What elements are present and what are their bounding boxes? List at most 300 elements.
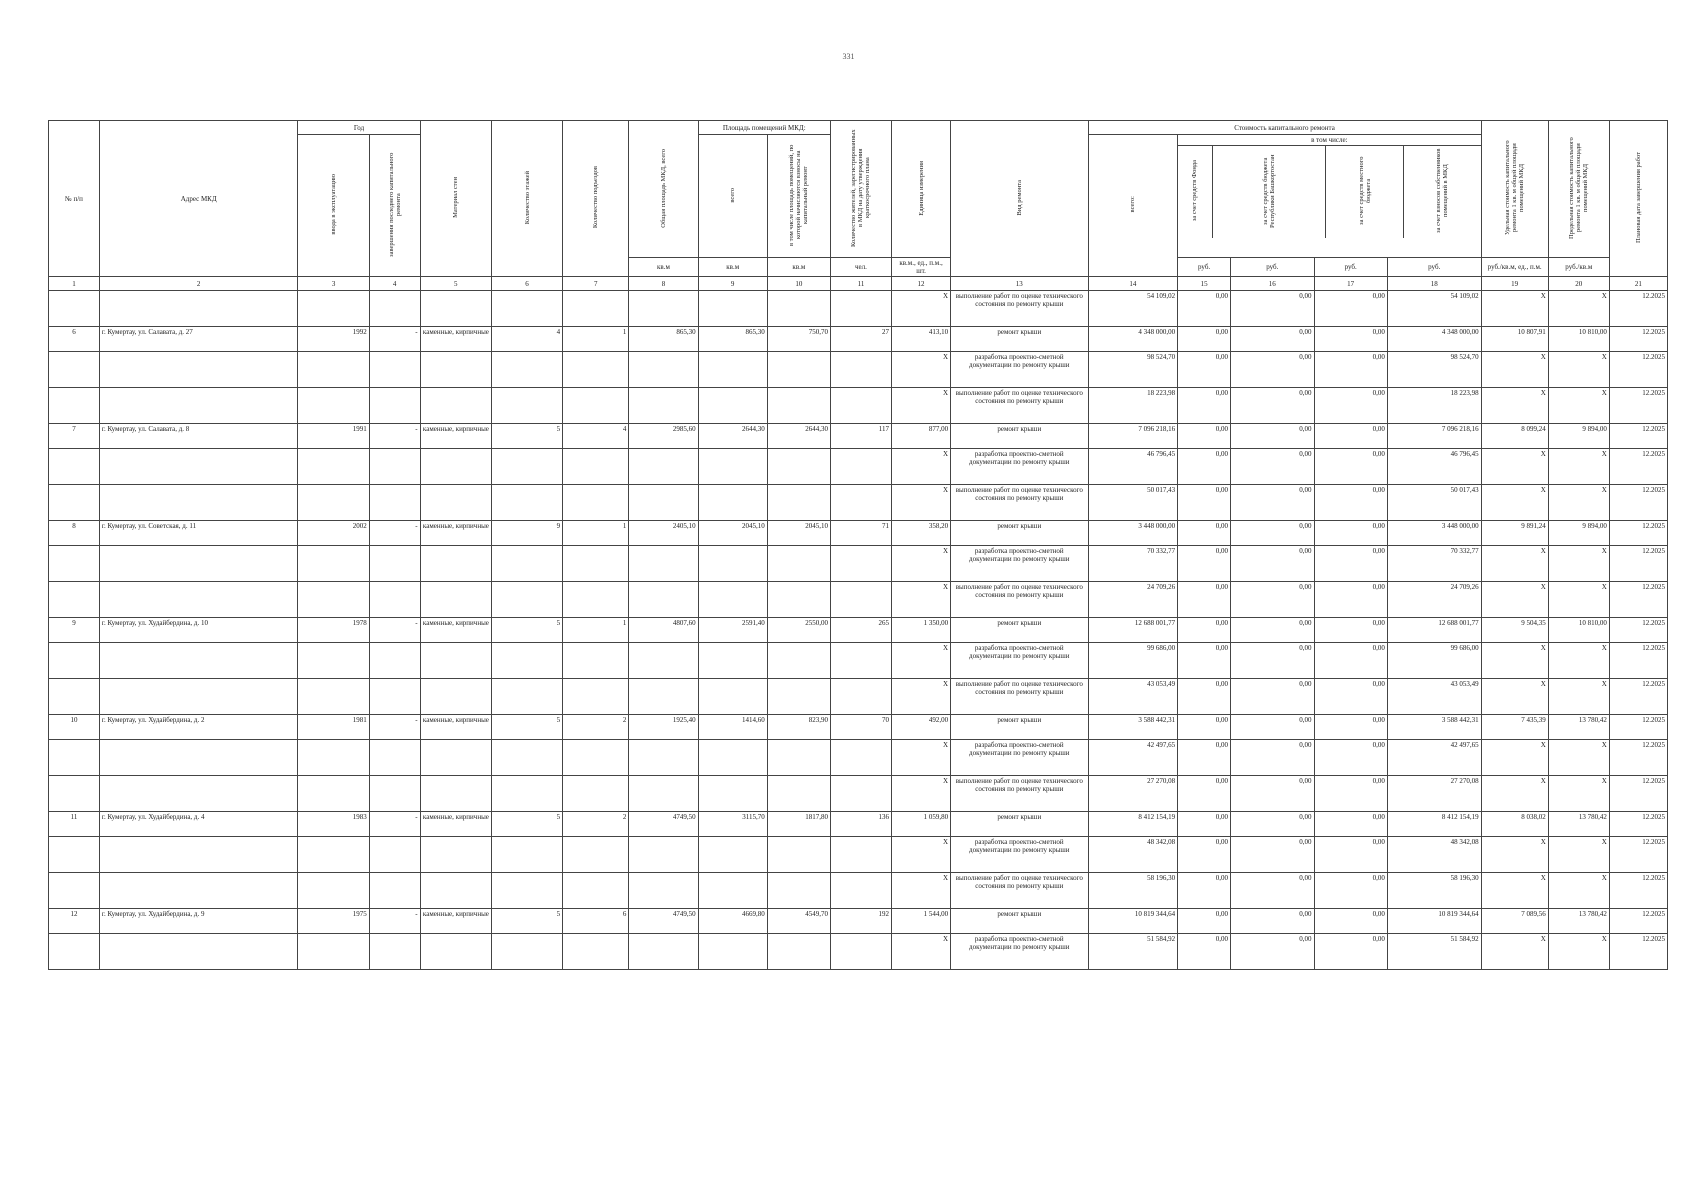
cell-mat bbox=[420, 934, 491, 970]
cell-type: разработка проектно-сметной документации по ремонту крыши bbox=[951, 740, 1088, 776]
cell-res bbox=[830, 388, 891, 424]
cell-addr bbox=[99, 352, 298, 388]
cell-total: 43 053,49 bbox=[1088, 679, 1178, 715]
header-total-area-text: Общая площадь МКД, всего bbox=[659, 148, 667, 228]
cell-addr bbox=[99, 837, 298, 873]
cell-pr bbox=[767, 449, 830, 485]
cell-date: 12.2025 bbox=[1609, 740, 1667, 776]
cell-fund: 0,00 bbox=[1178, 679, 1231, 715]
cell-own: 51 584,92 bbox=[1387, 934, 1481, 970]
cell-pt bbox=[698, 643, 767, 679]
cell-unit: 492,00 bbox=[892, 715, 951, 740]
cell-yb bbox=[298, 546, 369, 582]
cell-total: 8 412 154,19 bbox=[1088, 812, 1178, 837]
cell-mat bbox=[420, 740, 491, 776]
header-premises-total-text: всего bbox=[729, 187, 737, 203]
table-row bbox=[49, 812, 1668, 837]
cell-mat: каменные, кирпичные bbox=[420, 715, 491, 740]
cell-rep: 0,00 bbox=[1231, 873, 1314, 909]
cell-own: 4 348 000,00 bbox=[1387, 327, 1481, 352]
cell-res: 136 bbox=[830, 812, 891, 837]
cell-type: ремонт крыши bbox=[951, 618, 1088, 643]
cell-fund: 0,00 bbox=[1178, 388, 1231, 424]
cell-type: выполнение работ по оценке технического состояния по ремонту крыши bbox=[951, 582, 1088, 618]
cell-ent bbox=[563, 291, 629, 327]
cell-uc: 7 435,39 bbox=[1481, 715, 1548, 740]
cell-fl: 5 bbox=[491, 909, 562, 934]
cell-ent bbox=[563, 740, 629, 776]
cell-own: 3 588 442,31 bbox=[1387, 715, 1481, 740]
cell-num: 6 bbox=[49, 327, 100, 352]
cell-yb bbox=[298, 679, 369, 715]
cell-num: 11 bbox=[49, 812, 100, 837]
cell-unit: X bbox=[892, 873, 951, 909]
cell-num: 12 bbox=[49, 909, 100, 934]
header-premises-group: Площадь помещений МКД: bbox=[698, 121, 830, 135]
cell-unit: X bbox=[892, 449, 951, 485]
cell-pt bbox=[698, 740, 767, 776]
cell-ta bbox=[629, 837, 698, 873]
cell-rep: 0,00 bbox=[1231, 546, 1314, 582]
cell-ent bbox=[563, 837, 629, 873]
column-number: 11 bbox=[830, 277, 891, 291]
cell-mc: 13 780,42 bbox=[1548, 812, 1609, 837]
cell-rep: 0,00 bbox=[1231, 327, 1314, 352]
cell-ent bbox=[563, 934, 629, 970]
cell-ta bbox=[629, 679, 698, 715]
cell-ta bbox=[629, 934, 698, 970]
cell-fl bbox=[491, 837, 562, 873]
cell-mat: каменные, кирпичные bbox=[420, 424, 491, 449]
column-number: 18 bbox=[1387, 277, 1481, 291]
cell-fl bbox=[491, 485, 562, 521]
table-row bbox=[49, 618, 1668, 643]
cell-mc: X bbox=[1548, 679, 1609, 715]
header-incl bbox=[1178, 135, 1481, 258]
cell-type: выполнение работ по оценке технического состояния по ремонту крыши bbox=[951, 679, 1088, 715]
cell-pt bbox=[698, 776, 767, 812]
cell-ta: 4749,50 bbox=[629, 909, 698, 934]
cell-unit: X bbox=[892, 776, 951, 812]
cell-addr: г. Кумертау, ул. Худайбердина, д. 4 bbox=[99, 812, 298, 837]
cell-mc: X bbox=[1548, 740, 1609, 776]
cell-unit: X bbox=[892, 485, 951, 521]
unit-cell-3: кв.м bbox=[767, 258, 830, 277]
cell-ta: 2985,60 bbox=[629, 424, 698, 449]
cell-uc: X bbox=[1481, 740, 1548, 776]
cell-ta bbox=[629, 873, 698, 909]
cell-yb bbox=[298, 740, 369, 776]
cell-num: 9 bbox=[49, 618, 100, 643]
cell-ent bbox=[563, 546, 629, 582]
cell-date: 12.2025 bbox=[1609, 643, 1667, 679]
cell-addr bbox=[99, 679, 298, 715]
cell-fund: 0,00 bbox=[1178, 837, 1231, 873]
header-cost-total bbox=[1088, 135, 1178, 277]
header-total-area bbox=[629, 121, 698, 258]
cell-ta bbox=[629, 546, 698, 582]
cell-num bbox=[49, 776, 100, 812]
cell-rep: 0,00 bbox=[1231, 643, 1314, 679]
cell-mat: каменные, кирпичные bbox=[420, 521, 491, 546]
cell-loc: 0,00 bbox=[1314, 449, 1387, 485]
cell-loc: 0,00 bbox=[1314, 291, 1387, 327]
cell-ent bbox=[563, 776, 629, 812]
cell-num bbox=[49, 837, 100, 873]
cell-fl bbox=[491, 388, 562, 424]
header-cost-group: Стоимость капитального ремонта bbox=[1088, 121, 1481, 135]
cell-rep: 0,00 bbox=[1231, 618, 1314, 643]
cell-num bbox=[49, 546, 100, 582]
unit-cell-6: руб. bbox=[1178, 258, 1231, 277]
cell-ta bbox=[629, 352, 698, 388]
cell-unit: X bbox=[892, 352, 951, 388]
cell-fl: 5 bbox=[491, 715, 562, 740]
cell-unit: X bbox=[892, 291, 951, 327]
cell-yr bbox=[369, 485, 420, 521]
table-body bbox=[49, 291, 1668, 970]
header-address: Адрес МКД bbox=[99, 121, 298, 277]
cell-pr bbox=[767, 679, 830, 715]
column-numbers-row bbox=[49, 277, 1668, 291]
cell-pt bbox=[698, 837, 767, 873]
column-number: 17 bbox=[1314, 277, 1387, 291]
cell-mat bbox=[420, 485, 491, 521]
cell-total: 70 332,77 bbox=[1088, 546, 1178, 582]
cell-uc: 8 099,24 bbox=[1481, 424, 1548, 449]
cell-ent bbox=[563, 582, 629, 618]
cell-addr bbox=[99, 582, 298, 618]
cell-yb: 1978 bbox=[298, 618, 369, 643]
cell-uc: X bbox=[1481, 291, 1548, 327]
cell-yb bbox=[298, 449, 369, 485]
cell-own: 43 053,49 bbox=[1387, 679, 1481, 715]
cell-loc: 0,00 bbox=[1314, 424, 1387, 449]
cell-addr bbox=[99, 388, 298, 424]
cell-mc: 9 894,00 bbox=[1548, 424, 1609, 449]
cell-fl bbox=[491, 352, 562, 388]
cell-type: разработка проектно-сметной документации по ремонту крыши bbox=[951, 546, 1088, 582]
cell-res bbox=[830, 776, 891, 812]
header-incl-text: в том числе: bbox=[1178, 135, 1480, 146]
cell-rep: 0,00 bbox=[1231, 424, 1314, 449]
cell-ta: 2405,10 bbox=[629, 521, 698, 546]
cell-addr: г. Кумертау, ул. Худайбердина, д. 2 bbox=[99, 715, 298, 740]
unit-cell-10: руб./кв.м, ед., п.м. bbox=[1481, 258, 1548, 277]
cell-total: 42 497,65 bbox=[1088, 740, 1178, 776]
cell-total: 48 342,08 bbox=[1088, 837, 1178, 873]
cell-type: ремонт крыши bbox=[951, 715, 1088, 740]
cell-own: 50 017,43 bbox=[1387, 485, 1481, 521]
cell-res bbox=[830, 582, 891, 618]
cell-own: 10 819 344,64 bbox=[1387, 909, 1481, 934]
cell-res bbox=[830, 934, 891, 970]
cell-total: 51 584,92 bbox=[1088, 934, 1178, 970]
cell-res bbox=[830, 352, 891, 388]
header-wall-material bbox=[420, 121, 491, 277]
cell-type: ремонт крыши bbox=[951, 812, 1088, 837]
cell-type: разработка проектно-сметной документации по ремонту крыши bbox=[951, 837, 1088, 873]
cell-date: 12.2025 bbox=[1609, 485, 1667, 521]
cell-ta bbox=[629, 582, 698, 618]
header-year-group: Год bbox=[298, 121, 420, 135]
cell-pr bbox=[767, 873, 830, 909]
cell-loc: 0,00 bbox=[1314, 776, 1387, 812]
cell-num bbox=[49, 388, 100, 424]
column-number: 20 bbox=[1548, 277, 1609, 291]
cell-ent bbox=[563, 485, 629, 521]
cell-ta bbox=[629, 291, 698, 327]
cell-own: 54 109,02 bbox=[1387, 291, 1481, 327]
header-unit-text: Единица измерения bbox=[917, 160, 925, 216]
cell-pr: 4549,70 bbox=[767, 909, 830, 934]
cell-uc: X bbox=[1481, 643, 1548, 679]
cell-fund: 0,00 bbox=[1178, 618, 1231, 643]
cell-yb bbox=[298, 934, 369, 970]
cell-loc: 0,00 bbox=[1314, 679, 1387, 715]
cell-loc: 0,00 bbox=[1314, 388, 1387, 424]
cell-ta: 4807,60 bbox=[629, 618, 698, 643]
cell-total: 12 688 001,77 bbox=[1088, 618, 1178, 643]
cell-own: 48 342,08 bbox=[1387, 837, 1481, 873]
column-number: 7 bbox=[563, 277, 629, 291]
table-row bbox=[49, 546, 1668, 582]
cell-fund: 0,00 bbox=[1178, 546, 1231, 582]
cell-type: разработка проектно-сметной документации по ремонту крыши bbox=[951, 449, 1088, 485]
cell-mat: каменные, кирпичные bbox=[420, 909, 491, 934]
cell-rep: 0,00 bbox=[1231, 740, 1314, 776]
header-cost-republic bbox=[1212, 146, 1326, 238]
header-cost-fund-text: за счет средств Фонда bbox=[1191, 160, 1199, 222]
cell-ent bbox=[563, 388, 629, 424]
cell-date: 12.2025 bbox=[1609, 812, 1667, 837]
cell-yb bbox=[298, 352, 369, 388]
cell-loc: 0,00 bbox=[1314, 327, 1387, 352]
cell-rep: 0,00 bbox=[1231, 485, 1314, 521]
cell-unit: X bbox=[892, 546, 951, 582]
cell-num bbox=[49, 679, 100, 715]
cell-ent bbox=[563, 449, 629, 485]
cell-yb: 2002 bbox=[298, 521, 369, 546]
cell-yr: - bbox=[369, 618, 420, 643]
table-row bbox=[49, 837, 1668, 873]
cell-loc: 0,00 bbox=[1314, 740, 1387, 776]
header-floors bbox=[491, 121, 562, 277]
cell-mat bbox=[420, 643, 491, 679]
cell-loc: 0,00 bbox=[1314, 643, 1387, 679]
cell-fl bbox=[491, 643, 562, 679]
cell-loc: 0,00 bbox=[1314, 715, 1387, 740]
column-number: 19 bbox=[1481, 277, 1548, 291]
cell-date: 12.2025 bbox=[1609, 776, 1667, 812]
header-unit-cost bbox=[1481, 121, 1548, 258]
header-max-cost bbox=[1548, 121, 1609, 258]
cell-fund: 0,00 bbox=[1178, 327, 1231, 352]
cell-fund: 0,00 bbox=[1178, 812, 1231, 837]
cell-yr bbox=[369, 679, 420, 715]
cell-yb: 1992 bbox=[298, 327, 369, 352]
cell-mc: X bbox=[1548, 643, 1609, 679]
header-unit-cost-text: Удельная стоимость капитального ремонта 1 кв. м общей площади помещений МКД bbox=[1504, 140, 1526, 236]
cell-fl bbox=[491, 679, 562, 715]
table-row bbox=[49, 327, 1668, 352]
cell-type: разработка проектно-сметной документации по ремонту крыши bbox=[951, 643, 1088, 679]
column-number: 5 bbox=[420, 277, 491, 291]
cell-unit: X bbox=[892, 679, 951, 715]
cell-ta bbox=[629, 643, 698, 679]
cell-uc: X bbox=[1481, 934, 1548, 970]
header-unit bbox=[892, 121, 951, 258]
cell-yr bbox=[369, 291, 420, 327]
cell-uc: X bbox=[1481, 485, 1548, 521]
header-repair-type-text: Вид ремонта bbox=[1015, 179, 1023, 216]
cell-own: 3 448 000,00 bbox=[1387, 521, 1481, 546]
cell-mat bbox=[420, 582, 491, 618]
cell-addr: г. Кумертау, ул. Худайбердина, д. 9 bbox=[99, 909, 298, 934]
cell-rep: 0,00 bbox=[1231, 679, 1314, 715]
cell-uc: 8 038,02 bbox=[1481, 812, 1548, 837]
cell-date: 12.2025 bbox=[1609, 873, 1667, 909]
cell-own: 99 686,00 bbox=[1387, 643, 1481, 679]
table-row bbox=[49, 740, 1668, 776]
cell-pr: 2644,30 bbox=[767, 424, 830, 449]
header-cost-local-text: за счет средств местного бюджета bbox=[1357, 156, 1372, 226]
cell-yr: - bbox=[369, 812, 420, 837]
cell-num bbox=[49, 352, 100, 388]
unit-cell-1: кв.м bbox=[629, 258, 698, 277]
cell-type: выполнение работ по оценке технического состояния по ремонту крыши bbox=[951, 485, 1088, 521]
cell-fl bbox=[491, 449, 562, 485]
cell-yb bbox=[298, 582, 369, 618]
cell-mc: X bbox=[1548, 546, 1609, 582]
cell-addr: г. Кумертау, ул. Салавата, д. 8 bbox=[99, 424, 298, 449]
cell-unit: 1 059,80 bbox=[892, 812, 951, 837]
cell-unit: 1 544,00 bbox=[892, 909, 951, 934]
cell-ta bbox=[629, 740, 698, 776]
cell-pr bbox=[767, 934, 830, 970]
cell-rep: 0,00 bbox=[1231, 715, 1314, 740]
cell-num: 8 bbox=[49, 521, 100, 546]
cell-num bbox=[49, 582, 100, 618]
cell-unit: 413,10 bbox=[892, 327, 951, 352]
header-planned-date bbox=[1609, 121, 1667, 277]
cell-pr: 823,90 bbox=[767, 715, 830, 740]
cell-total: 58 196,30 bbox=[1088, 873, 1178, 909]
cell-ta: 865,30 bbox=[629, 327, 698, 352]
cell-ent: 2 bbox=[563, 715, 629, 740]
cell-mat bbox=[420, 873, 491, 909]
cell-rep: 0,00 bbox=[1231, 291, 1314, 327]
column-number: 12 bbox=[892, 277, 951, 291]
cell-unit: 1 350,00 bbox=[892, 618, 951, 643]
cell-unit: X bbox=[892, 582, 951, 618]
cell-pt bbox=[698, 388, 767, 424]
cell-rep: 0,00 bbox=[1231, 934, 1314, 970]
column-number: 4 bbox=[369, 277, 420, 291]
cell-date: 12.2025 bbox=[1609, 582, 1667, 618]
cell-fl bbox=[491, 546, 562, 582]
cell-mat bbox=[420, 679, 491, 715]
cell-pt: 2644,30 bbox=[698, 424, 767, 449]
cell-type: ремонт крыши bbox=[951, 521, 1088, 546]
cell-fl: 5 bbox=[491, 812, 562, 837]
cell-addr bbox=[99, 485, 298, 521]
cell-mc: X bbox=[1548, 352, 1609, 388]
cell-uc: X bbox=[1481, 582, 1548, 618]
header-entrances bbox=[563, 121, 629, 277]
cell-res bbox=[830, 291, 891, 327]
cell-date: 12.2025 bbox=[1609, 715, 1667, 740]
cell-pr bbox=[767, 776, 830, 812]
cell-num bbox=[49, 934, 100, 970]
cell-date: 12.2025 bbox=[1609, 546, 1667, 582]
table-row bbox=[49, 582, 1668, 618]
cell-pt bbox=[698, 291, 767, 327]
cell-yb bbox=[298, 643, 369, 679]
cell-total: 98 524,70 bbox=[1088, 352, 1178, 388]
cell-pt: 865,30 bbox=[698, 327, 767, 352]
cell-addr: г. Кумертау, ул. Салавата, д. 27 bbox=[99, 327, 298, 352]
table-row bbox=[49, 909, 1668, 934]
cell-pr bbox=[767, 352, 830, 388]
cell-fl: 5 bbox=[491, 618, 562, 643]
cell-res bbox=[830, 485, 891, 521]
cell-rep: 0,00 bbox=[1231, 388, 1314, 424]
header-floors-text: Количество этажей bbox=[523, 170, 531, 225]
cell-pr bbox=[767, 740, 830, 776]
cell-unit: 877,00 bbox=[892, 424, 951, 449]
unit-cell-5: кв.м., ед., п.м., шт. bbox=[892, 258, 951, 277]
cell-num bbox=[49, 449, 100, 485]
column-number: 3 bbox=[298, 277, 369, 291]
cell-date: 12.2025 bbox=[1609, 352, 1667, 388]
cell-date: 12.2025 bbox=[1609, 291, 1667, 327]
cell-uc: X bbox=[1481, 776, 1548, 812]
table-row bbox=[49, 352, 1668, 388]
cell-ent bbox=[563, 873, 629, 909]
header-incl-subtable bbox=[1178, 146, 1480, 238]
cell-total: 3 448 000,00 bbox=[1088, 521, 1178, 546]
cell-uc: X bbox=[1481, 837, 1548, 873]
column-number: 21 bbox=[1609, 277, 1667, 291]
cell-total: 18 223,98 bbox=[1088, 388, 1178, 424]
cell-unit: X bbox=[892, 740, 951, 776]
cell-yr: - bbox=[369, 715, 420, 740]
cell-ent bbox=[563, 679, 629, 715]
cell-res bbox=[830, 449, 891, 485]
cell-loc: 0,00 bbox=[1314, 546, 1387, 582]
cell-type: выполнение работ по оценке технического состояния по ремонту крыши bbox=[951, 291, 1088, 327]
column-number: 14 bbox=[1088, 277, 1178, 291]
cell-yr bbox=[369, 643, 420, 679]
cell-mc: X bbox=[1548, 837, 1609, 873]
cell-ta: 1925,40 bbox=[629, 715, 698, 740]
cell-pt bbox=[698, 352, 767, 388]
cell-fund: 0,00 bbox=[1178, 352, 1231, 388]
cell-res bbox=[830, 837, 891, 873]
cell-mc: 13 780,42 bbox=[1548, 715, 1609, 740]
cell-mat bbox=[420, 546, 491, 582]
cell-yr: - bbox=[369, 327, 420, 352]
cell-date: 12.2025 bbox=[1609, 909, 1667, 934]
cell-ent: 2 bbox=[563, 812, 629, 837]
cell-type: выполнение работ по оценке технического состояния по ремонту крыши bbox=[951, 388, 1088, 424]
cell-type: разработка проектно-сметной документации по ремонту крыши bbox=[951, 934, 1088, 970]
header-cost-owners-text: за счет взносов собственников помещений в МКД bbox=[1435, 148, 1450, 234]
cell-uc: 9 891,24 bbox=[1481, 521, 1548, 546]
cell-pr: 2550,00 bbox=[767, 618, 830, 643]
cell-mc: 10 810,00 bbox=[1548, 327, 1609, 352]
